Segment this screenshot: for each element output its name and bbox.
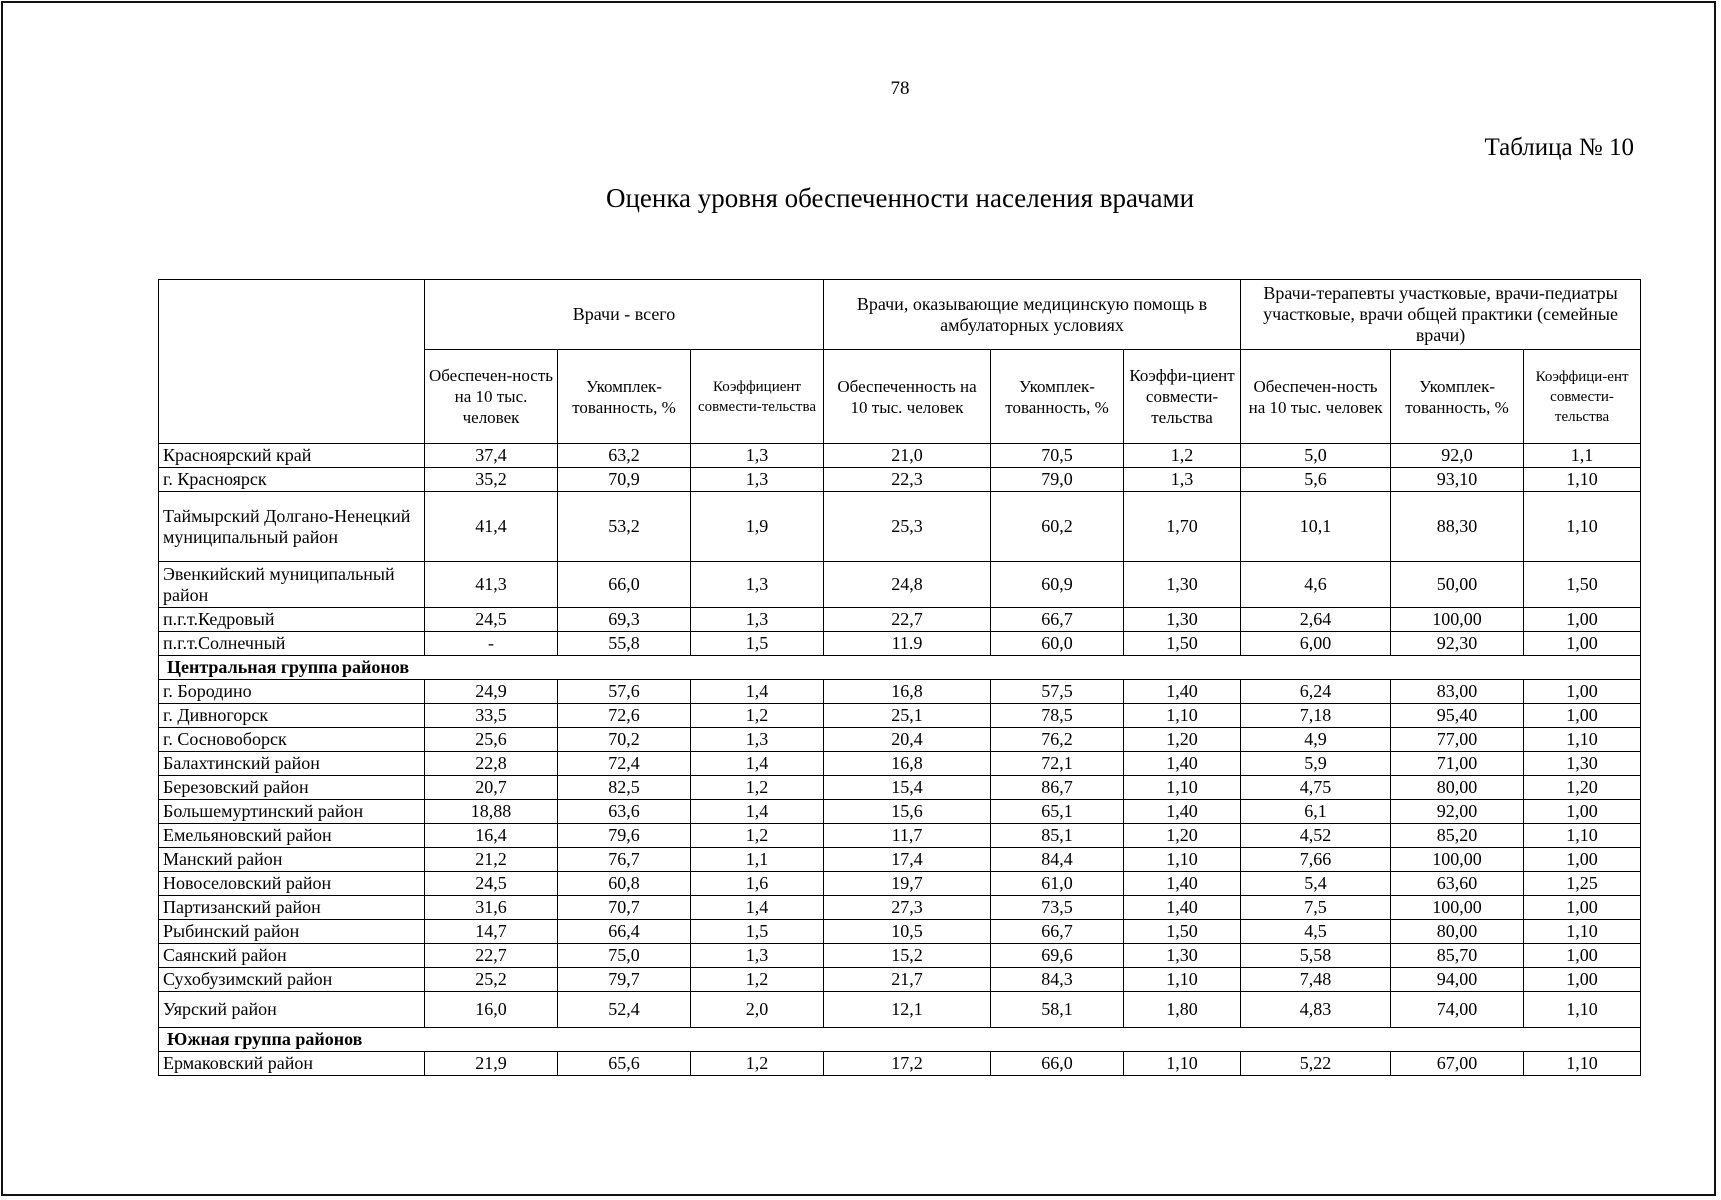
cell: 24,9 <box>425 680 558 704</box>
table-row <box>159 992 1641 1028</box>
cell: 1,10 <box>1124 704 1241 728</box>
cell: 83,00 <box>1391 680 1524 704</box>
cell: 1,40 <box>1124 800 1241 824</box>
cell: 25,6 <box>425 728 558 752</box>
cell: 5,9 <box>1241 752 1391 776</box>
cell: 1,1 <box>1524 444 1641 468</box>
cell: 4,5 <box>1241 920 1391 944</box>
cell: 11,7 <box>824 824 991 848</box>
row-name: Новоселовский район <box>159 872 425 896</box>
cell: 1,10 <box>1524 1052 1641 1076</box>
cell: 1,4 <box>691 896 824 920</box>
cell: 1,5 <box>691 920 824 944</box>
page-number: 78 <box>890 78 910 99</box>
subheader-ratio: Коэффи-циент совмести-тельства <box>1124 350 1241 444</box>
cell: 79,7 <box>558 968 691 992</box>
cell: 2,64 <box>1241 608 1391 632</box>
cell: 1,00 <box>1524 680 1641 704</box>
cell: 63,6 <box>558 800 691 824</box>
cell: 22,7 <box>425 944 558 968</box>
group-label: Центральная группа районов <box>159 656 1641 680</box>
row-name: Красноярский край <box>159 444 425 468</box>
cell: 78,5 <box>991 704 1124 728</box>
row-name: Рыбинский район <box>159 920 425 944</box>
row-name: п.г.т.Кедровый <box>159 608 425 632</box>
cell: 79,0 <box>991 468 1124 492</box>
cell: 1,2 <box>691 776 824 800</box>
cell: 16,8 <box>824 752 991 776</box>
cell: 24,5 <box>425 608 558 632</box>
cell: 1,4 <box>691 752 824 776</box>
cell: 72,4 <box>558 752 691 776</box>
table-row <box>159 752 1641 776</box>
table-row <box>159 468 1641 492</box>
cell: 1,70 <box>1124 492 1241 562</box>
cell: 4,6 <box>1241 562 1391 608</box>
header-corner <box>159 280 425 444</box>
cell: 24,5 <box>425 872 558 896</box>
cell: 93,10 <box>1391 468 1524 492</box>
cell: 79,6 <box>558 824 691 848</box>
cell: 1,10 <box>1524 920 1641 944</box>
row-name: Эвенкийский муниципальный район <box>159 562 425 608</box>
document-title: Оценка уровня обеспеченности населения врачами <box>605 183 1195 213</box>
cell: 35,2 <box>425 468 558 492</box>
cell: 5,22 <box>1241 1052 1391 1076</box>
cell: 1,10 <box>1124 848 1241 872</box>
cell: 15,2 <box>824 944 991 968</box>
subheader-provision: Обеспечен-ность на 10 тыс. человек <box>1241 350 1391 444</box>
cell: 1,40 <box>1124 680 1241 704</box>
cell: 1,3 <box>1124 468 1241 492</box>
cell: 31,6 <box>425 896 558 920</box>
table-row <box>159 944 1641 968</box>
cell: 24,8 <box>824 562 991 608</box>
table-row <box>159 968 1641 992</box>
table-row <box>159 492 1641 562</box>
cell: 1,00 <box>1524 944 1641 968</box>
cell: 1,2 <box>1124 444 1241 468</box>
cell: 66,7 <box>991 920 1124 944</box>
cell: 4,9 <box>1241 728 1391 752</box>
cell: 1,50 <box>1124 920 1241 944</box>
row-name: Манский район <box>159 848 425 872</box>
row-name: Ермаковский район <box>159 1052 425 1076</box>
cell: 1,00 <box>1524 896 1641 920</box>
cell: 1,40 <box>1124 872 1241 896</box>
subheader-staffing: Укомплек-тованность, % <box>1391 350 1524 444</box>
row-name: Березовский район <box>159 776 425 800</box>
cell: 52,4 <box>558 992 691 1028</box>
cell: 92,0 <box>1391 444 1524 468</box>
cell: 1,00 <box>1524 704 1641 728</box>
cell: 1,2 <box>691 1052 824 1076</box>
cell: 16,4 <box>425 824 558 848</box>
row-name: г. Дивногорск <box>159 704 425 728</box>
cell: 69,3 <box>558 608 691 632</box>
table-row <box>159 824 1641 848</box>
cell: 17,2 <box>824 1052 991 1076</box>
cell: 16,8 <box>824 680 991 704</box>
cell: 1,3 <box>691 444 824 468</box>
cell: 84,4 <box>991 848 1124 872</box>
cell: 11.9 <box>824 632 991 656</box>
row-name: г. Красноярск <box>159 468 425 492</box>
row-name: Партизанский район <box>159 896 425 920</box>
cell: 85,70 <box>1391 944 1524 968</box>
table-row <box>159 728 1641 752</box>
cell: - <box>425 632 558 656</box>
cell: 27,3 <box>824 896 991 920</box>
cell: 57,6 <box>558 680 691 704</box>
cell: 6,24 <box>1241 680 1391 704</box>
cell: 1,5 <box>691 632 824 656</box>
cell: 1,6 <box>691 872 824 896</box>
cell: 70,2 <box>558 728 691 752</box>
cell: 1,10 <box>1524 728 1641 752</box>
cell: 22,7 <box>824 608 991 632</box>
cell: 65,6 <box>558 1052 691 1076</box>
cell: 1,30 <box>1124 944 1241 968</box>
cell: 60,9 <box>991 562 1124 608</box>
cell: 77,00 <box>1391 728 1524 752</box>
cell: 6,00 <box>1241 632 1391 656</box>
cell: 1,3 <box>691 944 824 968</box>
cell: 15,6 <box>824 800 991 824</box>
cell: 100,00 <box>1391 848 1524 872</box>
cell: 85,1 <box>991 824 1124 848</box>
table-row <box>159 608 1641 632</box>
cell: 21,0 <box>824 444 991 468</box>
subheader-provision: Обеспеченность на 10 тыс. человек <box>824 350 991 444</box>
table-row <box>159 562 1641 608</box>
cell: 60,2 <box>991 492 1124 562</box>
cell: 10,5 <box>824 920 991 944</box>
row-name: Большемуртинский район <box>159 800 425 824</box>
cell: 1,3 <box>691 608 824 632</box>
cell: 1,1 <box>691 848 824 872</box>
cell: 66,0 <box>991 1052 1124 1076</box>
cell: 1,25 <box>1524 872 1641 896</box>
cell: 1,30 <box>1124 608 1241 632</box>
subheader-provision: Обеспечен-ность на 10 тыс. человек <box>425 350 558 444</box>
cell: 1,30 <box>1124 562 1241 608</box>
cell: 1,10 <box>1524 824 1641 848</box>
cell: 63,2 <box>558 444 691 468</box>
cell: 5,0 <box>1241 444 1391 468</box>
cell: 5,58 <box>1241 944 1391 968</box>
group-header-outpatient: Врачи, оказывающие медицинскую помощь в амбулаторных условиях <box>824 280 1241 350</box>
cell: 94,00 <box>1391 968 1524 992</box>
cell: 71,00 <box>1391 752 1524 776</box>
cell: 20,7 <box>425 776 558 800</box>
cell: 21,7 <box>824 968 991 992</box>
cell: 1,2 <box>691 704 824 728</box>
cell: 1,3 <box>691 562 824 608</box>
table-row <box>159 632 1641 656</box>
cell: 1,80 <box>1124 992 1241 1028</box>
subheader-ratio: Коэффициент совмести-тельства <box>691 350 824 444</box>
cell: 1,20 <box>1124 824 1241 848</box>
cell: 1,00 <box>1524 968 1641 992</box>
row-name: г. Сосновоборск <box>159 728 425 752</box>
group-label: Южная группа районов <box>159 1028 1641 1052</box>
cell: 1,00 <box>1524 632 1641 656</box>
cell: 25,1 <box>824 704 991 728</box>
table-row <box>159 896 1641 920</box>
cell: 82,5 <box>558 776 691 800</box>
row-name: Таймырский Долгано-Ненецкий муниципальный район <box>159 492 425 562</box>
cell: 1,40 <box>1124 752 1241 776</box>
cell: 1,10 <box>1124 968 1241 992</box>
cell: 67,00 <box>1391 1052 1524 1076</box>
cell: 1,00 <box>1524 608 1641 632</box>
row-name: п.г.т.Солнечный <box>159 632 425 656</box>
row-name: Сухобузимский район <box>159 968 425 992</box>
table-row <box>159 680 1641 704</box>
group-row-south <box>159 1028 1641 1052</box>
cell: 1,30 <box>1524 752 1641 776</box>
cell: 69,6 <box>991 944 1124 968</box>
table-row <box>159 800 1641 824</box>
cell: 100,00 <box>1391 896 1524 920</box>
table-row <box>159 872 1641 896</box>
cell: 7,66 <box>1241 848 1391 872</box>
group-row-central <box>159 656 1641 680</box>
cell: 76,2 <box>991 728 1124 752</box>
table-row <box>159 1052 1641 1076</box>
cell: 1,50 <box>1524 562 1641 608</box>
cell: 1,10 <box>1124 1052 1241 1076</box>
cell: 7,5 <box>1241 896 1391 920</box>
cell: 53,2 <box>558 492 691 562</box>
group-header-all-doctors: Врачи - всего <box>425 280 824 350</box>
cell: 22,3 <box>824 468 991 492</box>
cell: 22,8 <box>425 752 558 776</box>
cell: 57,5 <box>991 680 1124 704</box>
row-name: Саянский район <box>159 944 425 968</box>
cell: 37,4 <box>425 444 558 468</box>
cell: 100,00 <box>1391 608 1524 632</box>
cell: 5,4 <box>1241 872 1391 896</box>
cell: 92,00 <box>1391 800 1524 824</box>
cell: 1,10 <box>1524 492 1641 562</box>
cell: 1,20 <box>1124 728 1241 752</box>
cell: 1,4 <box>691 680 824 704</box>
cell: 95,40 <box>1391 704 1524 728</box>
table-row <box>159 704 1641 728</box>
group-header-district-doctors: Врачи-терапевты участковые, врачи-педиатры участковые, врачи общей практики (семейные врачи) <box>1241 280 1641 350</box>
cell: 63,60 <box>1391 872 1524 896</box>
cell: 7,48 <box>1241 968 1391 992</box>
cell: 17,4 <box>824 848 991 872</box>
cell: 1,10 <box>1524 992 1641 1028</box>
cell: 12,1 <box>824 992 991 1028</box>
cell: 20,4 <box>824 728 991 752</box>
cell: 10,1 <box>1241 492 1391 562</box>
cell: 1,00 <box>1524 848 1641 872</box>
cell: 1,3 <box>691 468 824 492</box>
cell: 4,52 <box>1241 824 1391 848</box>
table-row <box>159 444 1641 468</box>
cell: 21,9 <box>425 1052 558 1076</box>
cell: 60,0 <box>991 632 1124 656</box>
cell: 76,7 <box>558 848 691 872</box>
table-row <box>159 920 1641 944</box>
cell: 58,1 <box>991 992 1124 1028</box>
cell: 14,7 <box>425 920 558 944</box>
cell: 2,0 <box>691 992 824 1028</box>
cell: 55,8 <box>558 632 691 656</box>
cell: 88,30 <box>1391 492 1524 562</box>
cell: 65,1 <box>991 800 1124 824</box>
cell: 6,1 <box>1241 800 1391 824</box>
cell: 61,0 <box>991 872 1124 896</box>
table-row <box>159 848 1641 872</box>
cell: 15,4 <box>824 776 991 800</box>
cell: 7,18 <box>1241 704 1391 728</box>
cell: 75,0 <box>558 944 691 968</box>
cell: 25,3 <box>824 492 991 562</box>
cell: 85,20 <box>1391 824 1524 848</box>
cell: 16,0 <box>425 992 558 1028</box>
cell: 80,00 <box>1391 776 1524 800</box>
cell: 66,4 <box>558 920 691 944</box>
cell: 1,10 <box>1524 468 1641 492</box>
cell: 21,2 <box>425 848 558 872</box>
cell: 33,5 <box>425 704 558 728</box>
cell: 73,5 <box>991 896 1124 920</box>
row-name: г. Бородино <box>159 680 425 704</box>
cell: 41,4 <box>425 492 558 562</box>
cell: 74,00 <box>1391 992 1524 1028</box>
cell: 5,6 <box>1241 468 1391 492</box>
cell: 1,50 <box>1124 632 1241 656</box>
cell: 92,30 <box>1391 632 1524 656</box>
cell: 1,4 <box>691 800 824 824</box>
cell: 86,7 <box>991 776 1124 800</box>
cell: 1,10 <box>1124 776 1241 800</box>
cell: 70,5 <box>991 444 1124 468</box>
cell: 70,7 <box>558 896 691 920</box>
cell: 1,00 <box>1524 800 1641 824</box>
row-name: Емельяновский район <box>159 824 425 848</box>
subheader-staffing: Укомплек-тованность, % <box>558 350 691 444</box>
doctors-table <box>158 279 1641 1076</box>
cell: 1,3 <box>691 728 824 752</box>
cell: 18,88 <box>425 800 558 824</box>
row-name: Уярский район <box>159 992 425 1028</box>
cell: 66,7 <box>991 608 1124 632</box>
cell: 72,1 <box>991 752 1124 776</box>
table-row <box>159 776 1641 800</box>
cell: 19,7 <box>824 872 991 896</box>
subheader-staffing: Укомплек-тованность, % <box>991 350 1124 444</box>
cell: 1,20 <box>1524 776 1641 800</box>
header-row-groups <box>159 280 1641 350</box>
cell: 60,8 <box>558 872 691 896</box>
cell: 1,40 <box>1124 896 1241 920</box>
cell: 1,2 <box>691 824 824 848</box>
subheader-ratio: Коэффици-ент совмести-тельства <box>1524 350 1641 444</box>
cell: 1,9 <box>691 492 824 562</box>
cell: 80,00 <box>1391 920 1524 944</box>
cell: 41,3 <box>425 562 558 608</box>
cell: 1,2 <box>691 968 824 992</box>
cell: 70,9 <box>558 468 691 492</box>
cell: 84,3 <box>991 968 1124 992</box>
cell: 72,6 <box>558 704 691 728</box>
cell: 66,0 <box>558 562 691 608</box>
cell: 4,83 <box>1241 992 1391 1028</box>
row-name: Балахтинский район <box>159 752 425 776</box>
table-label: Таблица № 10 <box>1484 134 1634 161</box>
cell: 25,2 <box>425 968 558 992</box>
cell: 50,00 <box>1391 562 1524 608</box>
cell: 4,75 <box>1241 776 1391 800</box>
